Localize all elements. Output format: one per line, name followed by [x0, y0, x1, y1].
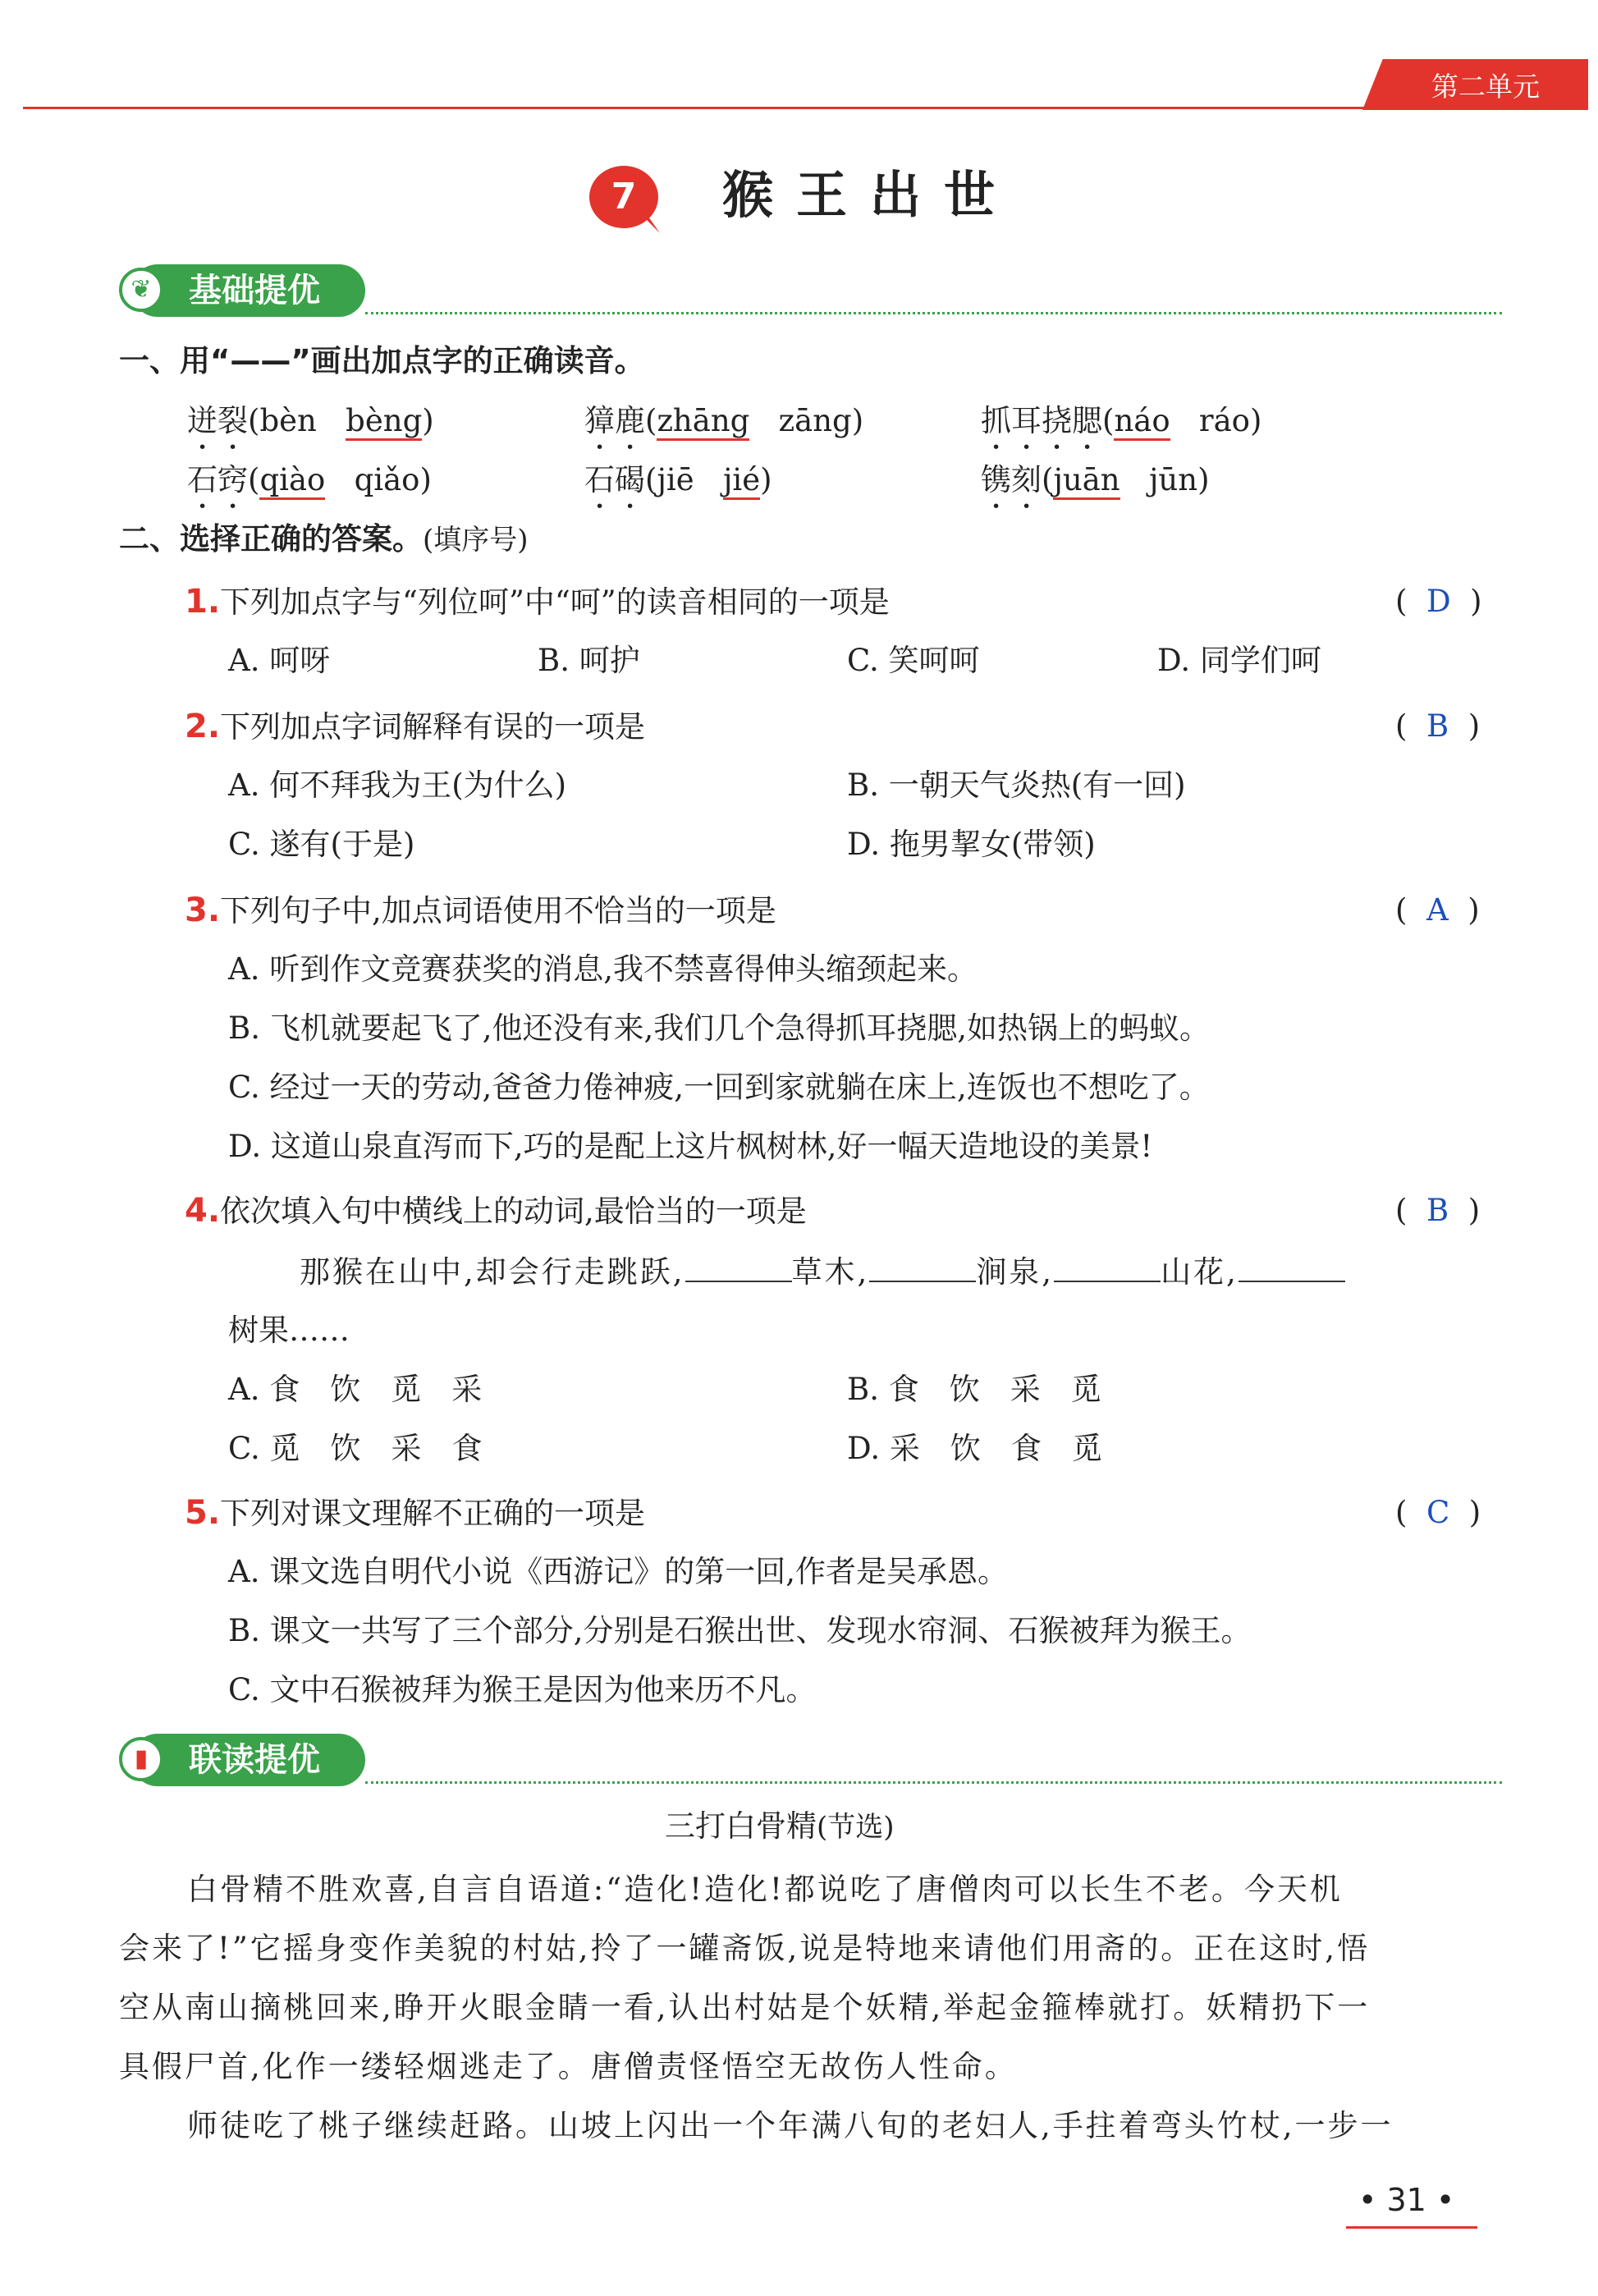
- section-badge-reading: [131, 1734, 365, 1786]
- question-5: 5.下列对课文理解不正确的一项是: [185, 1494, 646, 1532]
- blank-line: [1054, 1251, 1161, 1282]
- correct-reading: bèng: [346, 403, 422, 441]
- option: A. 呵呀: [228, 643, 331, 678]
- item-word: 迸裂: [187, 403, 248, 438]
- option: B. 飞机就要起飞了,他还没有来,我们几个急得抓耳挠腮,如热锅上的蚂蚁。: [228, 1011, 1210, 1046]
- question-1: 1.下列加点字与“列位呵”中“呵”的读音相同的一项是: [185, 583, 890, 621]
- question-stem: 下列加点字词解释有误的一项是: [220, 709, 646, 745]
- correct-reading: jié: [723, 462, 760, 500]
- option: B. 食 饮 采 觅: [847, 1372, 1101, 1407]
- passage-title: 三打白骨精(节选): [665, 1808, 895, 1844]
- question-2: 2.下列加点字词解释有误的一项是: [185, 708, 646, 745]
- option: D. 这道山泉直泻而下,巧的是配上这片枫树林,好一幅天造地设的美景!: [228, 1129, 1153, 1164]
- answer-box: ( C ): [1395, 1495, 1481, 1530]
- question-stem: 依次填入句中横线上的动词,最恰当的一项是: [220, 1194, 807, 1229]
- pinyin-item: 镌刻(juān jūn): [981, 460, 1210, 516]
- question-stem: 下列加点字与“列位呵”中“呵”的读音相同的一项是: [220, 584, 890, 620]
- pinyin-item: 迸裂(bèn bèng): [187, 401, 434, 456]
- answer-box: ( B ): [1395, 708, 1481, 744]
- unit-label: 第二单元: [1431, 71, 1540, 103]
- section-label: 基础提优: [189, 272, 320, 309]
- lesson-title: 猴王出世: [722, 165, 1019, 225]
- fill-sentence: 那猴在山中,却会行走跳跃, 草木, 涧泉, 山花,: [300, 1251, 1345, 1293]
- option: A. 何不拜我为王(为什么): [228, 768, 567, 803]
- option: B. 一朝天气炎热(有一回): [847, 768, 1186, 803]
- option: A. 食 饮 觅 采: [228, 1372, 483, 1407]
- answer-value: C: [1426, 1495, 1450, 1530]
- option: C. 觅 饮 采 食: [228, 1431, 483, 1466]
- lesson-number: 7: [589, 166, 658, 228]
- option: C. 经过一天的劳动,爸爸力倦神疲,一回到家就躺在床上,连饭也不想吃了。: [228, 1070, 1210, 1105]
- passage-line: 白骨精不胜欢喜,自言自语道:“造化!造化!都说吃了唐僧肉可以长生不老。今天机: [187, 1872, 1343, 1907]
- pinyin-item: 獐鹿(zhāng zāng): [584, 401, 863, 456]
- blank-line: [869, 1251, 976, 1282]
- passage-line: 空从南山摘桃回来,睁开火眼金睛一看,认出村姑是个妖精,举起金箍棒就打。妖精扔下一: [119, 1990, 1371, 2025]
- passage-line: 具假尸首,化作一缕轻烟逃走了。唐僧责怪悟空无故伤人性命。: [119, 2049, 1018, 2084]
- option: D. 采 饮 食 觅: [847, 1431, 1102, 1466]
- item-word: 镌刻: [981, 462, 1042, 497]
- item-word: 抓耳挠腮: [981, 403, 1102, 438]
- fill-sentence-end: 树果……: [228, 1313, 350, 1348]
- header-rule: [23, 107, 1587, 109]
- pinyin-item: 石窍(qiào qiǎo): [187, 460, 432, 516]
- sprout-icon: ❦: [119, 268, 163, 312]
- passage-line: 会来了!”它摇身变作美貌的村姑,拎了一罐斋饭,说是特地来请他们用斋的。正在这时,悟: [119, 1931, 1371, 1966]
- q1-title: 一、用“——”画出加点字的正确读音。: [119, 343, 645, 378]
- section-divider: [365, 1781, 1502, 1784]
- section-divider: [365, 312, 1502, 314]
- item-word: 石碣: [584, 462, 645, 497]
- section-label: 联读提优: [189, 1741, 320, 1779]
- question-stem: 下列句子中,加点词语使用不恰当的一项是: [220, 893, 776, 928]
- section-badge-basic: [131, 264, 365, 317]
- answer-value: A: [1426, 892, 1449, 928]
- answer-value: B: [1426, 1193, 1449, 1228]
- question-stem: 下列对课文理解不正确的一项是: [220, 1496, 646, 1531]
- item-word: 獐鹿: [584, 403, 645, 438]
- option: D. 拖男挈女(带领): [847, 827, 1096, 862]
- book-icon: ▮: [119, 1737, 163, 1781]
- blank-line: [1239, 1251, 1345, 1282]
- correct-reading: zhāng: [657, 403, 749, 441]
- option: B. 呵护: [538, 643, 640, 678]
- blank-line: [685, 1251, 792, 1282]
- answer-box: ( B ): [1395, 1193, 1481, 1228]
- correct-reading: juān: [1053, 462, 1120, 500]
- answer-value: B: [1426, 708, 1449, 744]
- answer-value: D: [1426, 584, 1451, 619]
- option: C. 文中石猴被拜为猴王是因为他来历不凡。: [228, 1672, 817, 1707]
- question-4: 4.依次填入句中横线上的动词,最恰当的一项是: [185, 1192, 807, 1230]
- option: A. 课文选自明代小说《西游记》的第一回,作者是吴承恩。: [228, 1554, 1009, 1589]
- pinyin-item: 石碣(jiē jié): [584, 460, 772, 516]
- option: C. 笑呵呵: [847, 643, 980, 678]
- q2-title: 二、选择正确的答案。(填序号): [119, 521, 529, 557]
- option: C. 遂有(于是): [228, 827, 415, 862]
- page-rule: [1346, 2226, 1477, 2229]
- correct-reading: qiào: [259, 462, 325, 500]
- page-number: • 31 •: [1358, 2182, 1455, 2218]
- option: D. 同学们呵: [1157, 643, 1321, 678]
- correct-reading: náo: [1114, 403, 1170, 441]
- option: B. 课文一共写了三个部分,分别是石猴出世、发现水帘洞、石猴被拜为猴王。: [228, 1613, 1252, 1648]
- question-3: 3.下列句子中,加点词语使用不恰当的一项是: [185, 891, 776, 929]
- passage-line: 师徒吃了桃子继续赶路。山坡上闪出一个年满八旬的老妇人,手拄着弯头竹杖,一步一: [187, 2108, 1394, 2143]
- item-word: 石窍: [187, 462, 248, 497]
- answer-box: ( A ): [1395, 892, 1480, 928]
- answer-box: ( D ): [1395, 584, 1482, 619]
- pinyin-item: 抓耳挠腮(náo ráo): [981, 401, 1261, 456]
- option: A. 听到作文竞赛获奖的消息,我不禁喜得伸头缩颈起来。: [228, 951, 978, 987]
